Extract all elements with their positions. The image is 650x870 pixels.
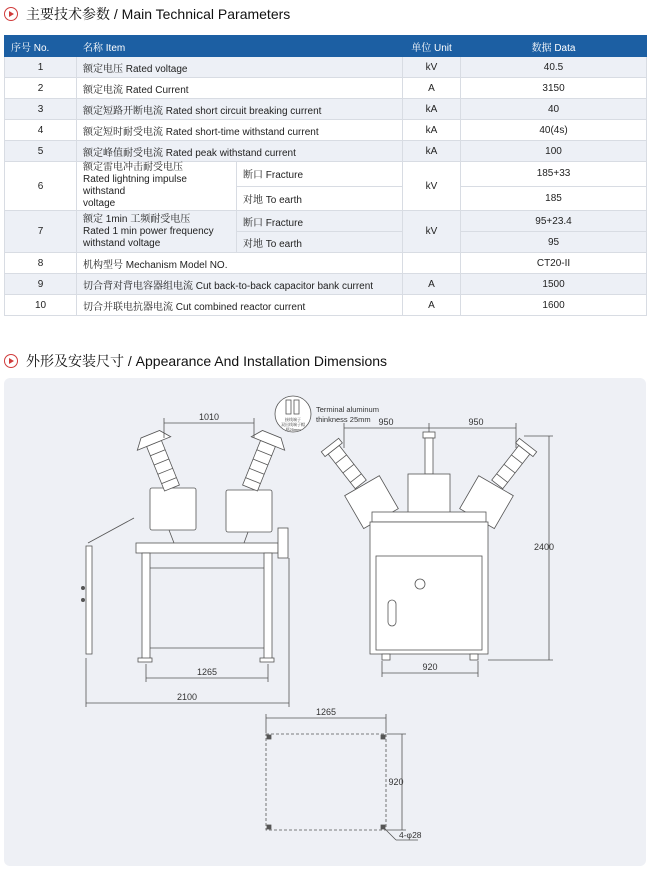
top-plate [136, 543, 278, 553]
side-top-plate [372, 512, 486, 522]
mechanism-box [278, 528, 288, 558]
table-row [5, 57, 647, 78]
door-handle-icon [81, 598, 84, 601]
cell-item-line: 额定 1min 工频耐受电压 [83, 213, 191, 225]
side-door-hinge [88, 518, 134, 543]
table-row [5, 253, 647, 274]
terminal-center [423, 432, 435, 438]
ct-support-right [244, 532, 248, 543]
cell-no: 5 [5, 141, 77, 162]
table-row [5, 295, 647, 316]
drawing-panel [4, 378, 646, 866]
cell-item: 额定短时耐受电流 Rated short-time withstand current [77, 120, 403, 141]
cell-no: 6 [5, 162, 77, 211]
cell-unit [403, 253, 461, 274]
dim-label-2100: 2100 [176, 692, 198, 702]
cell-data: 40 [461, 99, 647, 120]
ct-box-left [150, 488, 196, 530]
cell-sub-fracture: 断口 Fracture [237, 211, 403, 232]
dim-label-1265-plan: 1265 [315, 707, 337, 717]
cell-item: 额定峰值耐受电流 Rated peak withstand current [77, 141, 403, 162]
cell-data: 40.5 [461, 57, 647, 78]
params-title-text: 主要技术参数 / Main Technical Parameters [26, 6, 291, 22]
cell-unit: kV [403, 57, 461, 78]
cell-item: 额定电压 Rated voltage [77, 57, 403, 78]
cell-no: 2 [5, 78, 77, 99]
bushing-side-right [489, 438, 537, 491]
cell-unit: kA [403, 99, 461, 120]
cell-data: 100 [461, 141, 647, 162]
terminal-note: Terminal aluminum [316, 405, 379, 414]
side-view [321, 417, 554, 677]
foot-right [260, 658, 274, 662]
table-row [5, 120, 647, 141]
cell-data: 95+23.4 [461, 211, 647, 232]
dims-section-title [4, 351, 387, 371]
cell-data: 185 [461, 186, 647, 211]
cell-unit: A [403, 295, 461, 316]
cell-item-line: withstand voltage [83, 237, 161, 249]
cell-no: 3 [5, 99, 77, 120]
dim-label-holes: 4-φ28 [399, 830, 422, 840]
cell-unit: A [403, 274, 461, 295]
anchor-hole-icon [381, 735, 385, 739]
front-view [81, 412, 289, 707]
cell-data: 185+33 [461, 162, 647, 187]
inset-label: 接线端子 [285, 417, 301, 422]
dims-title-text: 外形及安装尺寸 / Appearance And Installation Dimensions [26, 353, 388, 369]
parameters-table [4, 35, 647, 316]
terminal-note: thinkness 25mm [316, 415, 371, 424]
table-row [5, 162, 647, 187]
cell-unit: kV [403, 211, 461, 253]
cell-data: 95 [461, 232, 647, 253]
header-item: 名称 Item [77, 36, 403, 57]
cell-item [77, 162, 237, 211]
table-row [5, 141, 647, 162]
side-door [86, 546, 92, 654]
dim-label-950-right: 950 [468, 417, 484, 427]
cell-data: CT20-II [461, 253, 647, 274]
cell-no: 7 [5, 211, 77, 253]
dimension-drawing [4, 378, 646, 866]
ct-support-left [169, 530, 174, 543]
cell-item-line: Rated lightning impulse withstand [83, 174, 187, 197]
cell-data: 40(4s) [461, 120, 647, 141]
ct-box-center [408, 474, 450, 516]
dim-label-920-side: 920 [422, 662, 438, 672]
ct-box-right [226, 490, 272, 532]
cell-unit: kV [403, 162, 461, 211]
cell-item-line: Rated 1 min power frequency [83, 225, 214, 237]
cell-item-line: 额定雷电冲击耐受电压 [83, 162, 183, 173]
bushing-left [134, 427, 189, 494]
cell-item: 额定短路开断电流 Rated short circuit breaking current [77, 99, 403, 120]
dim-label-2400: 2400 [533, 542, 555, 552]
cell-no: 1 [5, 57, 77, 78]
cell-unit: kA [403, 141, 461, 162]
header-data: 数据 Data [461, 36, 647, 57]
cell-no: 10 [5, 295, 77, 316]
dim-label-920-plan: 920 [388, 777, 404, 787]
cell-item-line: voltage [83, 198, 116, 209]
cell-unit: A [403, 78, 461, 99]
cell-no: 4 [5, 120, 77, 141]
foundation-outline [266, 734, 386, 830]
cell-item: 额定电流 Rated Current [77, 78, 403, 99]
cell-data: 3150 [461, 78, 647, 99]
table-row [5, 211, 647, 232]
params-section-title [4, 4, 290, 24]
inset-label: 双出线端子帽 [281, 422, 305, 427]
header-unit: 单位 Unit [403, 36, 461, 57]
play-bullet-icon [4, 354, 18, 368]
table-header-row [5, 36, 647, 57]
plan-view [266, 707, 422, 840]
leg-right [264, 553, 272, 661]
cell-data: 1500 [461, 274, 647, 295]
cell-item [77, 211, 237, 253]
dim-label-1265-front: 1265 [196, 667, 218, 677]
table-row [5, 78, 647, 99]
cell-sub-earth: 对地 To earth [237, 186, 403, 211]
cell-sub-fracture: 断口 Fracture [237, 162, 403, 187]
cell-item: 机构型号 Mechanism Model NO. [77, 253, 403, 274]
cell-sub-earth: 对地 To earth [237, 232, 403, 253]
table-row [5, 99, 647, 120]
cell-no: 9 [5, 274, 77, 295]
anchor-hole-icon [267, 825, 271, 829]
cell-item: 切合并联电抗器电流 Cut combined reactor current [77, 295, 403, 316]
leg-left [142, 553, 150, 661]
anchor-hole-icon [267, 735, 271, 739]
cabinet [370, 522, 488, 654]
bushing-side-left [321, 438, 369, 491]
dim-label-1010: 1010 [198, 412, 220, 422]
door-handle-icon [81, 586, 84, 589]
cell-no: 8 [5, 253, 77, 274]
bushing-center [425, 438, 433, 474]
dim-label-950-left: 950 [378, 417, 394, 427]
foot-left [138, 658, 152, 662]
cabinet-foot [470, 654, 478, 660]
play-bullet-icon [4, 7, 18, 21]
header-no: 序号 No. [5, 36, 77, 57]
terminal-inset [275, 396, 379, 432]
cell-data: 1600 [461, 295, 647, 316]
cell-item: 切合背对背电容器组电流 Cut back-to-back capacitor bank current [77, 274, 403, 295]
cabinet-foot [382, 654, 390, 660]
bushing-right [233, 427, 288, 494]
table-row [5, 274, 647, 295]
inset-label: 厚25mm [285, 427, 301, 432]
cell-unit: kA [403, 120, 461, 141]
